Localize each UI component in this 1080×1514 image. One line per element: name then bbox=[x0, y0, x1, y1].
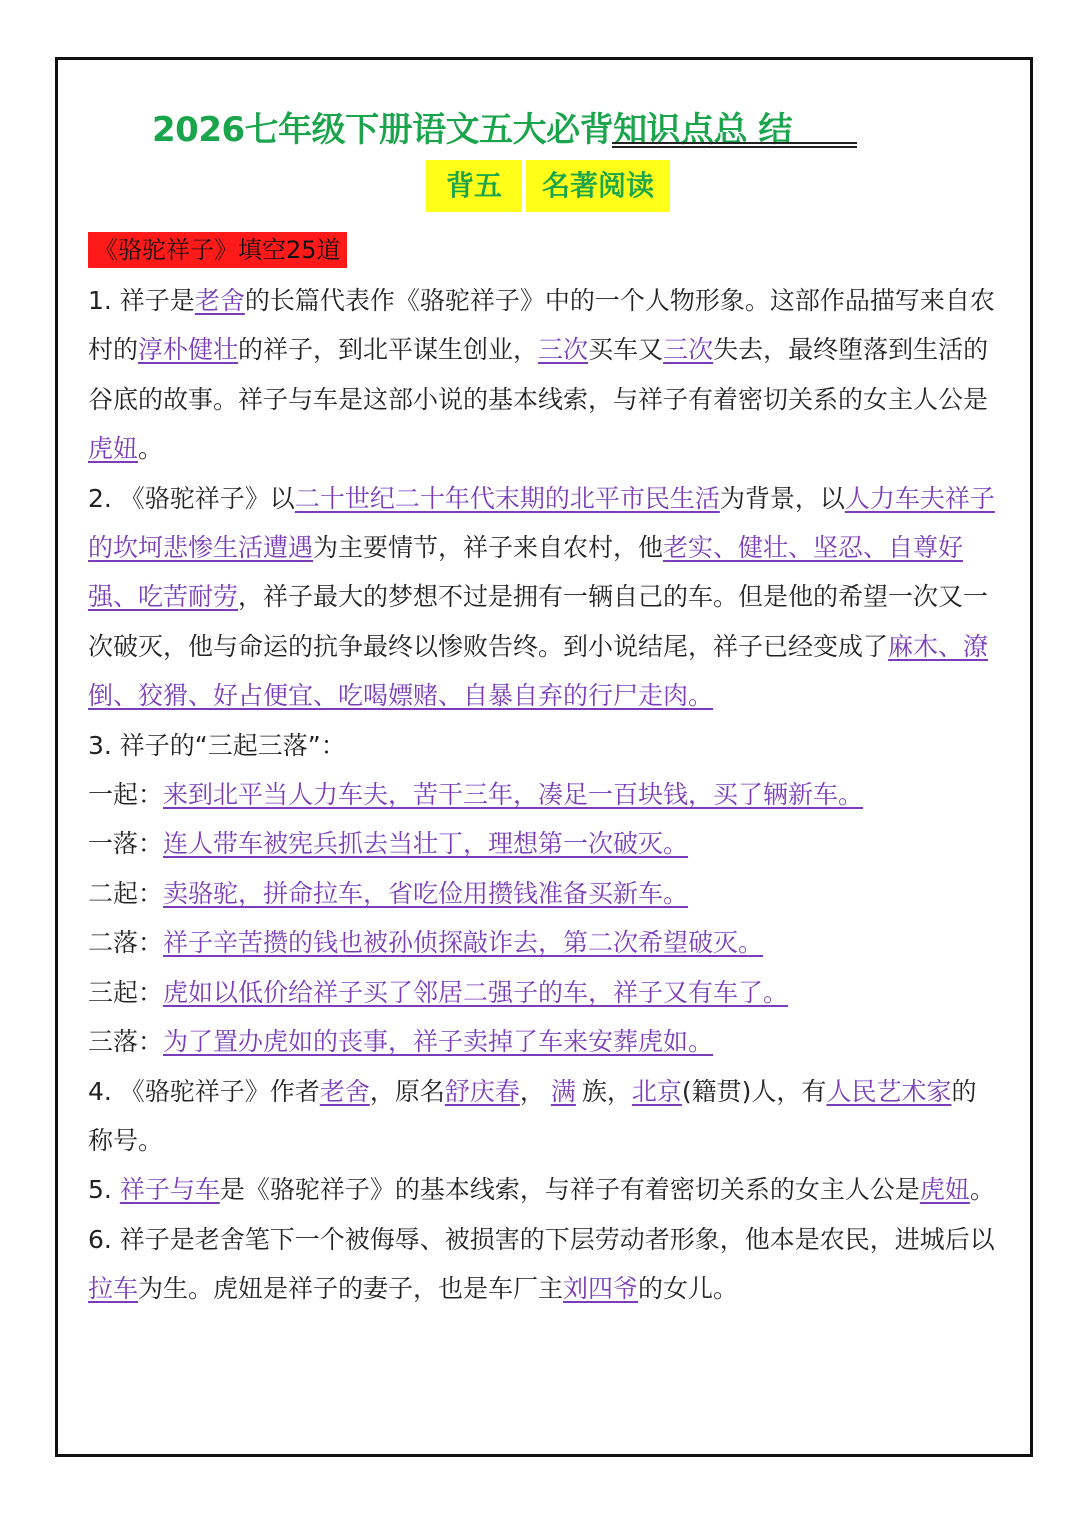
answer: 虎妞 bbox=[88, 434, 139, 464]
answer: 拉车 bbox=[88, 1274, 139, 1304]
answer: 祥子辛苦攒的钱也被孙侦探敲诈去，第二次希望破灭。 bbox=[163, 928, 764, 958]
rise-fall-item: 三起：虎如以低价给祥子买了邻居二强子的车，祥子又有车了。 bbox=[88, 968, 1000, 1017]
answer: 舒庆春 bbox=[444, 1076, 520, 1106]
question-5: 5. 祥子与车是《骆驼祥子》的基本线索，与祥子有着密切关系的女主人公是虎妞。 bbox=[88, 1175, 995, 1205]
question-3-intro: 3. 祥子的“三起三落”： bbox=[88, 730, 346, 760]
rise-fall-item: 二落：祥子辛苦攒的钱也被孙侦探敲诈去，第二次希望破灭。 bbox=[88, 918, 1000, 967]
question-1: 1. 祥子是老舍的长篇代表作《骆驼祥子》中的一个人物形象。这部作品描写来自农村的淳朴健壮的祥子，到北平谋生创业，三次买车又三次失去，最终堕落到生活的谷底的故事。祥子与车是这部小说的基本线索，与祥子有着密切关系的女主人公是虎妞。 bbox=[88, 286, 995, 464]
answer: 来到北平当人力车夫，苦干三年，凑足一百块钱，买了辆新车。 bbox=[163, 780, 864, 810]
rise-fall-item: 一落：连人带车被宪兵抓去当壮丁，理想第一次破灭。 bbox=[88, 819, 1000, 868]
answer: 虎如以低价给祥子买了邻居二强子的车，祥子又有车了。 bbox=[163, 977, 789, 1007]
rise-fall-item: 三落：为了置办虎如的丧事，祥子卖掉了车来安葬虎如。 bbox=[88, 1017, 1000, 1066]
answer: 北京 bbox=[631, 1076, 682, 1106]
rise-fall-item: 一起：来到北平当人力车夫，苦干三年，凑足一百块钱，买了辆新车。 bbox=[88, 770, 1000, 819]
answer: 三次 bbox=[538, 335, 589, 365]
answer: 二十世纪二十年代末期的北平市民生活 bbox=[294, 483, 720, 513]
answer: 老舍 bbox=[194, 286, 245, 315]
answer: 满 bbox=[550, 1076, 576, 1106]
page-title: 2026七年级下册语文五大必背知识点总 结 bbox=[152, 110, 792, 150]
answer: 麻木、潦倒、狡猾、好占便宜、吃喝嫖赌、自暴自弃的行尸走肉。 bbox=[88, 631, 989, 711]
answer: 老实、健壮、坚忍、自尊好强、吃苦耐劳 bbox=[88, 533, 964, 612]
question-list bbox=[88, 276, 1000, 1314]
answer: 刘四爷 bbox=[563, 1274, 639, 1304]
chapter-badge: 背五 bbox=[426, 160, 522, 212]
title-double-underline bbox=[612, 142, 857, 148]
section-heading: 《骆驼祥子》填空25道 bbox=[88, 232, 347, 268]
answer: 三次 bbox=[663, 335, 714, 365]
rise-fall-item: 二起：卖骆驼，拼命拉车，省吃俭用攒钱准备买新车。 bbox=[88, 869, 1000, 918]
question-2: 2. 《骆驼祥子》以二十世纪二十年代末期的北平市民生活为背景，以人力车夫祥子的坎坷悲惨生活遭遇为主要情节，祥子来自农村，他老实、健壮、坚忍、自尊好强、吃苦耐劳，祥子最大的梦想不过是拥有一辆自己的车。但是他的希望一次又一次破灭，他与命运的抗争最终以惨败告终。到小说结尾，祥子已经变成了麻木、潦倒、狡猾、好占便宜、吃喝嫖赌、自暴自弃的行尸走肉。 bbox=[88, 483, 995, 711]
answer: 淳朴健壮 bbox=[138, 335, 239, 365]
answer: 祥子与车 bbox=[119, 1175, 220, 1205]
question-6: 6. 祥子是老舍笔下一个被侮辱、被损害的下层劳动者形象，他本是农民，进城后以拉车为生。虎妞是祥子的妻子，也是车厂主刘四爷的女儿。 bbox=[88, 1224, 995, 1304]
answer: 老舍 bbox=[319, 1076, 370, 1106]
answer: 人民艺术家 bbox=[826, 1076, 952, 1106]
answer: 连人带车被宪兵抓去当壮丁，理想第一次破灭。 bbox=[163, 829, 689, 859]
answer: 为了置办虎如的丧事，祥子卖掉了车来安葬虎如。 bbox=[163, 1027, 714, 1057]
question-4: 4. 《骆驼祥子》作者老舍，原名舒庆春， 满 族，北京(籍贯)人，有人民艺术家的称号。 bbox=[88, 1076, 977, 1155]
chapter-topic-badge: 名著阅读 bbox=[526, 160, 670, 212]
answer: 人力车夫祥子的坎坷悲惨生活遭遇 bbox=[88, 483, 995, 563]
answer: 虎妞 bbox=[919, 1175, 970, 1205]
answer: 卖骆驼，拼命拉车，省吃俭用攒钱准备买新车。 bbox=[163, 878, 689, 908]
